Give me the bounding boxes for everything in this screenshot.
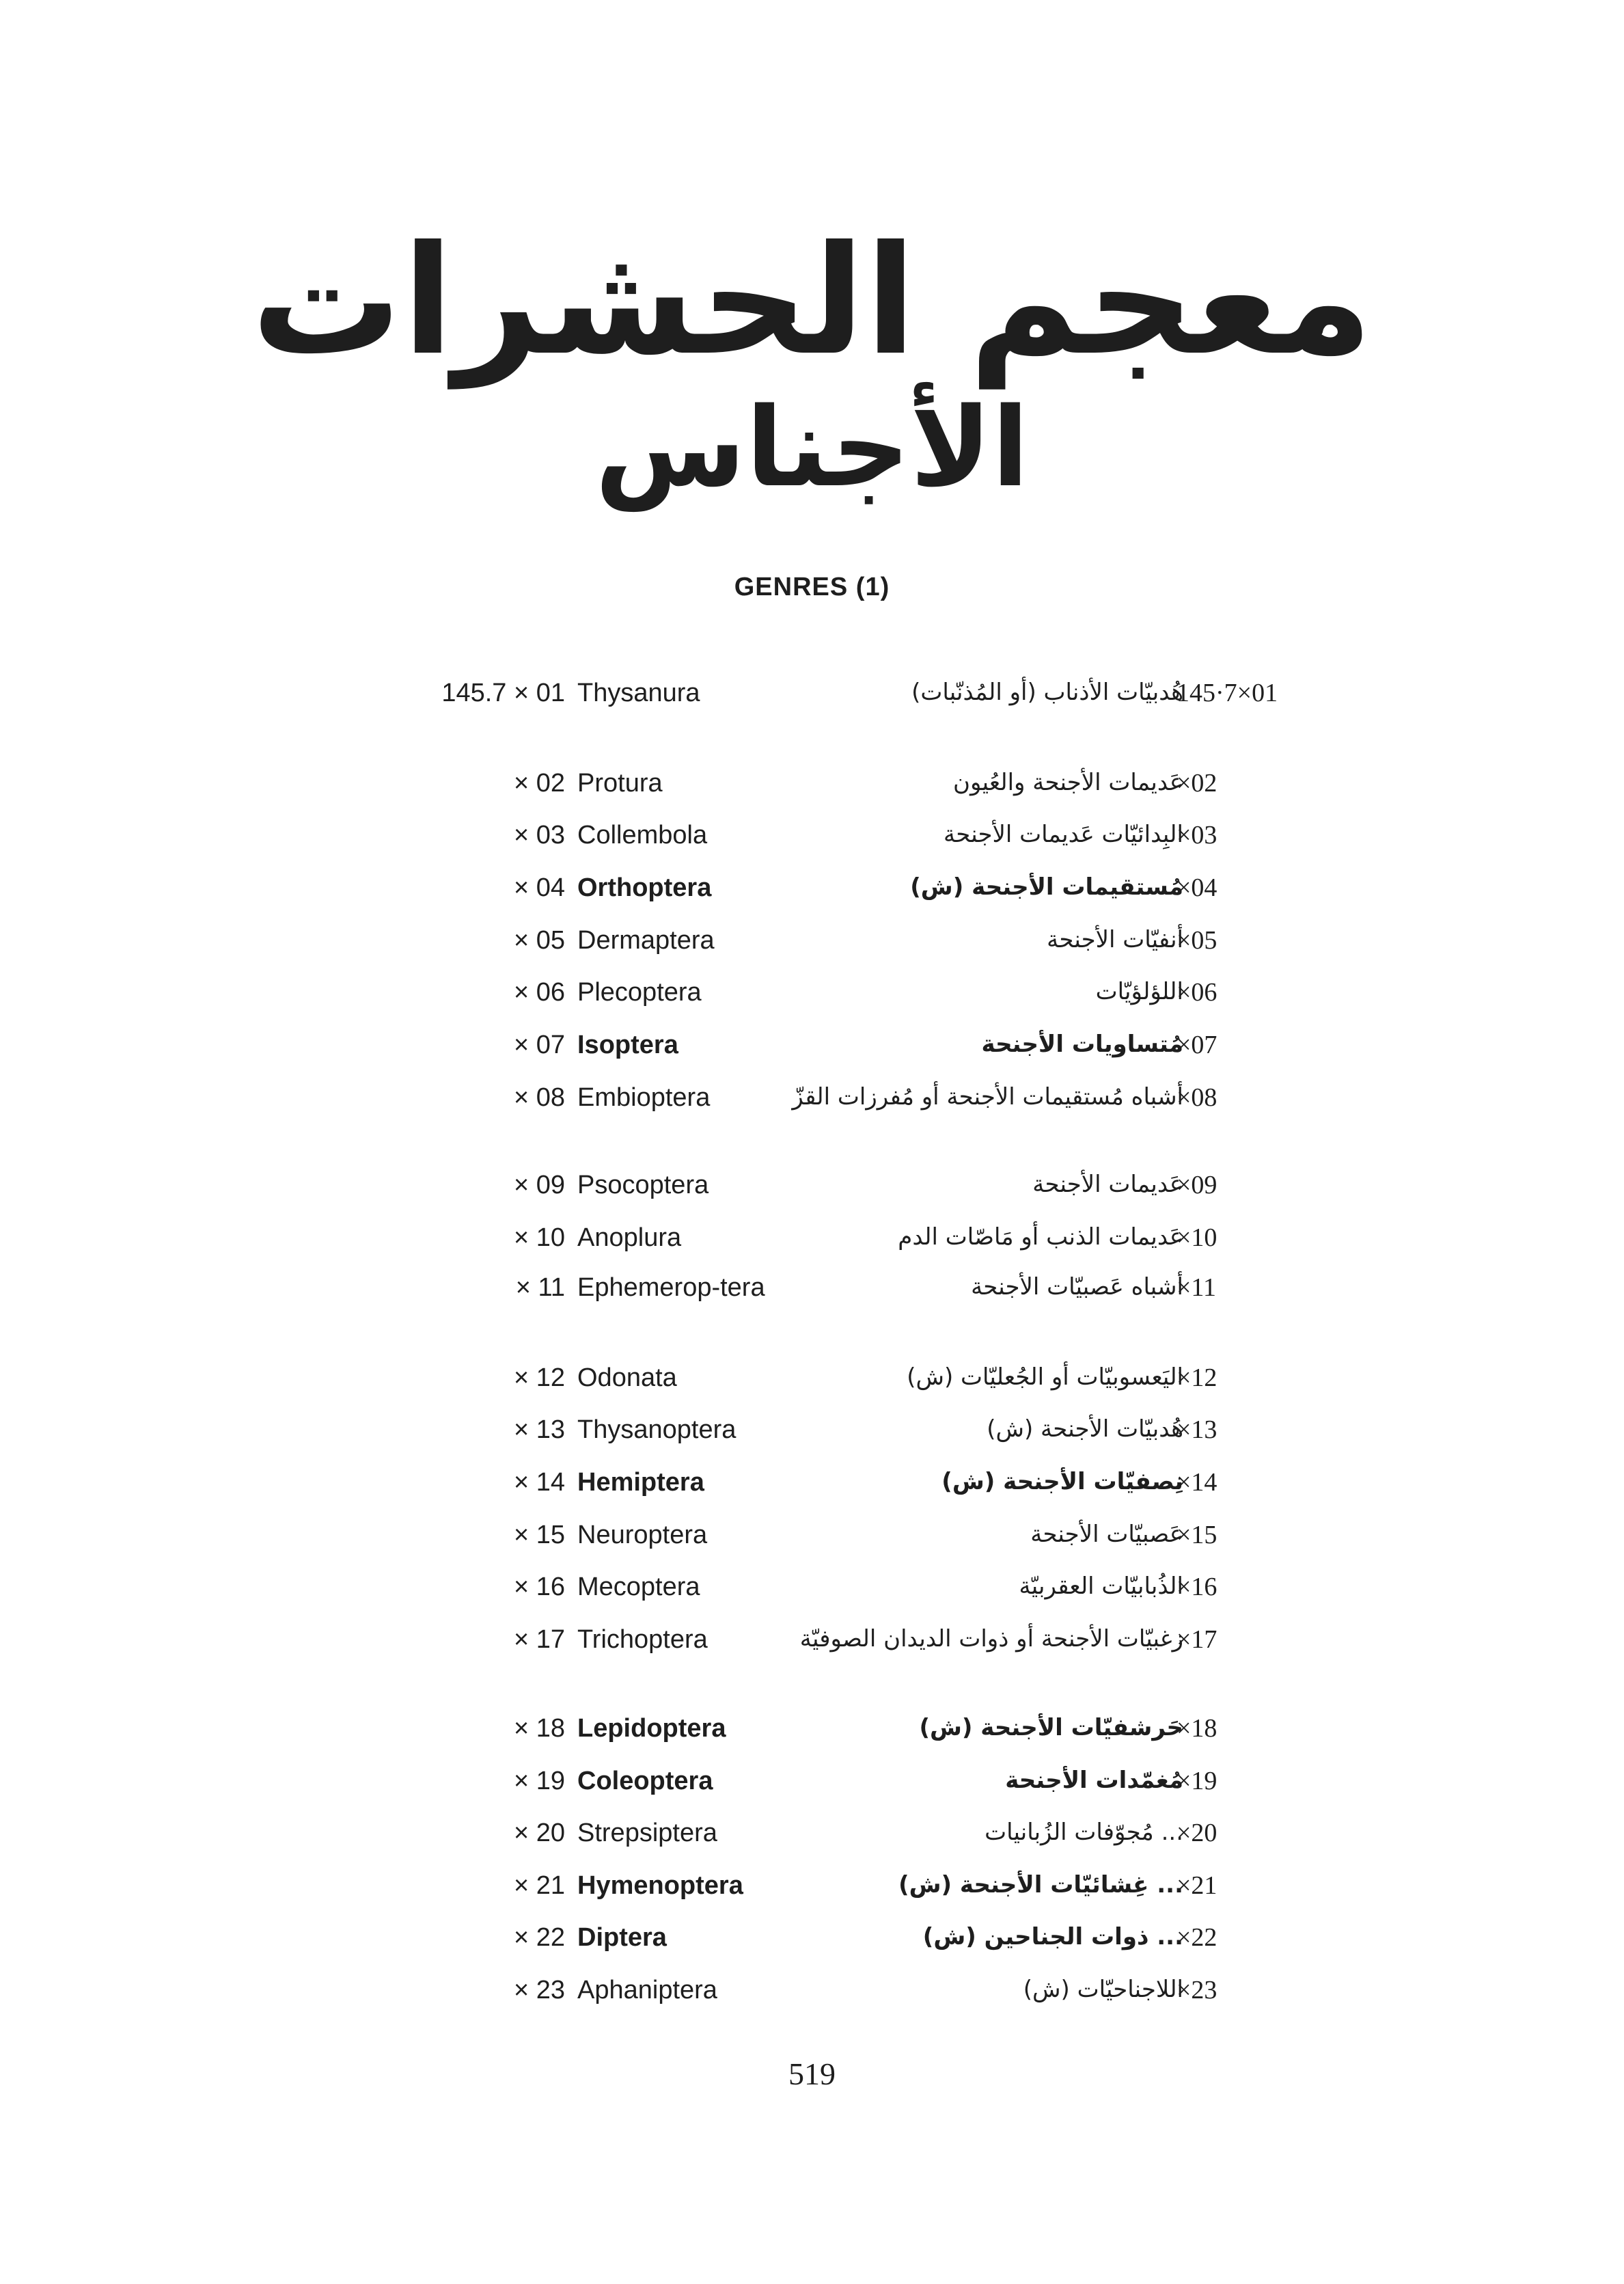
genre-row bbox=[0, 673, 1624, 721]
genre-latin-name: Lepidoptera bbox=[577, 1714, 726, 1743]
genre-code-arabic: ×19 bbox=[1176, 1767, 1217, 1795]
genre-arabic-name: اليَعسوبيّات أو الجُعليّات (ش) bbox=[907, 1363, 1183, 1391]
genre-latin-name: Plecoptera bbox=[577, 978, 702, 1007]
genre-arabic-name: حَرشفيّات الأجنحة (ش) bbox=[919, 1714, 1183, 1741]
genre-code: × 07 bbox=[513, 1031, 565, 1059]
genre-row bbox=[0, 1165, 1624, 1213]
genre-arabic-name: نِصفيّات الأجنحة (ش) bbox=[941, 1468, 1183, 1495]
genre-code-arabic: ×04 bbox=[1176, 873, 1217, 902]
genre-row bbox=[0, 921, 1624, 968]
genre-code: × 12 bbox=[513, 1363, 565, 1392]
genre-arabic-name: عَصبيّات الأجنحة bbox=[1030, 1521, 1183, 1548]
genre-arabic-name: أشباه مُستقيمات الأجنحة أو مُفرزات القزّ bbox=[792, 1083, 1183, 1111]
genre-code-arabic: ×13 bbox=[1176, 1415, 1217, 1444]
genre-arabic-name: أنفيّات الأجنحة bbox=[1047, 926, 1183, 953]
genre-arabic-name: عَديمات الأجنحة bbox=[1032, 1171, 1183, 1198]
genre-arabic-name: ... مُجوّفات الزُبانيات bbox=[985, 1819, 1183, 1846]
genre-arabic-name: عَديمات الذنب أو مَاصّات الدم bbox=[898, 1223, 1183, 1251]
genre-latin-name: Thysanura bbox=[577, 679, 700, 707]
genre-row bbox=[0, 1709, 1624, 1756]
genre-arabic-name: مُتساويات الأجنحة bbox=[981, 1031, 1183, 1058]
genre-code: × 10 bbox=[513, 1223, 565, 1252]
genre-arabic-name: زغبيّات الأجنحة أو ذوات الديدان الصوفيّة bbox=[799, 1625, 1183, 1653]
genre-row bbox=[0, 1970, 1624, 2018]
genre-code: × 13 bbox=[513, 1415, 565, 1444]
genre-code-arabic: ×16 bbox=[1176, 1573, 1217, 1601]
genre-arabic-name: البِدائيّات عَديمات الأجنحة bbox=[944, 821, 1183, 848]
genre-latin-name: Protura bbox=[577, 769, 663, 798]
genre-code-arabic: ×09 bbox=[1176, 1171, 1217, 1199]
genre-latin-name: Anoplura bbox=[577, 1223, 682, 1252]
genre-code-arabic: ×05 bbox=[1176, 926, 1217, 955]
genre-row bbox=[0, 1567, 1624, 1615]
page-subtitle: الأجناس bbox=[594, 383, 1030, 511]
genre-latin-name: Embioptera bbox=[577, 1083, 711, 1112]
genre-code-arabic: ×14 bbox=[1176, 1468, 1217, 1497]
genre-row bbox=[0, 868, 1624, 916]
genre-latin-name: Dermaptera bbox=[577, 926, 715, 955]
genre-code: × 20 bbox=[513, 1819, 565, 1847]
genre-code: × 14 bbox=[513, 1468, 565, 1497]
genre-code: × 11 bbox=[515, 1273, 565, 1302]
genre-code: × 04 bbox=[513, 873, 565, 902]
genre-code-arabic: ×02 bbox=[1176, 769, 1217, 798]
genre-code: × 21 bbox=[513, 1871, 565, 1900]
genre-latin-name: Diptera bbox=[577, 1923, 667, 1952]
genre-code-arabic: 145·7×01 bbox=[1176, 679, 1278, 707]
genre-code: × 18 bbox=[513, 1714, 565, 1743]
genre-row bbox=[0, 815, 1624, 863]
genre-code-arabic: ×03 bbox=[1176, 821, 1217, 849]
genre-row bbox=[0, 1866, 1624, 1914]
genre-latin-name: Coleoptera bbox=[577, 1767, 713, 1795]
genre-code-arabic: ×20 bbox=[1176, 1819, 1217, 1847]
genre-code: × 09 bbox=[513, 1171, 565, 1199]
genre-code-arabic: ×23 bbox=[1176, 1976, 1217, 2004]
genre-code: × 19 bbox=[513, 1767, 565, 1795]
genre-latin-name: Trichoptera bbox=[577, 1625, 708, 1654]
genre-latin-name: Strepsiptera bbox=[577, 1819, 717, 1847]
genre-code: × 06 bbox=[513, 978, 565, 1007]
genre-row bbox=[0, 1410, 1624, 1458]
genre-row bbox=[0, 1813, 1624, 1861]
genre-code: × 15 bbox=[513, 1521, 565, 1549]
genre-latin-name: Isoptera bbox=[577, 1031, 678, 1059]
page-number: 519 bbox=[788, 2056, 836, 2091]
genre-code: × 16 bbox=[513, 1573, 565, 1601]
genre-row bbox=[0, 1620, 1624, 1668]
genre-row bbox=[0, 1918, 1624, 1966]
genre-latin-name: Ephemerop-tera bbox=[577, 1273, 765, 1302]
page-title: معجم الحشرات bbox=[251, 213, 1373, 388]
genre-row bbox=[0, 1268, 1624, 1316]
genre-arabic-name: الذُبابيّات العقربيّة bbox=[1019, 1573, 1183, 1600]
genre-row bbox=[0, 1078, 1624, 1126]
section-heading: GENRES (1) bbox=[734, 573, 890, 601]
genre-row bbox=[0, 1025, 1624, 1073]
genre-latin-name: Psocoptera bbox=[577, 1171, 709, 1199]
genre-code: × 17 bbox=[513, 1625, 565, 1654]
genre-latin-name: Neuroptera bbox=[577, 1521, 708, 1549]
genre-latin-name: Hemiptera bbox=[577, 1468, 704, 1497]
genre-code-arabic: ×22 bbox=[1176, 1923, 1217, 1952]
genre-code-arabic: ×10 bbox=[1176, 1223, 1217, 1252]
genre-arabic-name: أشباه عَصبيّات الأجنحة bbox=[971, 1273, 1183, 1301]
genre-arabic-name: اللاجناحيّات (ش) bbox=[1023, 1976, 1183, 2003]
genre-latin-name: Collembola bbox=[577, 821, 708, 849]
genre-arabic-name: ... غِشائيّات الأجنحة (ش) bbox=[898, 1871, 1183, 1899]
genre-arabic-name: مُستقيمات الأجنحة (ش) bbox=[910, 873, 1183, 901]
genre-code: × 08 bbox=[513, 1083, 565, 1112]
genre-arabic-name: عَديمات الأجنحة والعُيون bbox=[953, 769, 1183, 796]
genre-row bbox=[0, 763, 1624, 811]
genre-code-arabic: ×06 bbox=[1176, 978, 1217, 1007]
genre-code-arabic: ×21 bbox=[1176, 1871, 1217, 1900]
genre-arabic-name: هُدبيّات الأجنحة (ش) bbox=[987, 1415, 1183, 1443]
genre-arabic-name: ... ذوات الجناحين (ش) bbox=[922, 1923, 1183, 1950]
genre-arabic-name: اللؤلؤيّات bbox=[1095, 978, 1183, 1005]
genre-code-arabic: ×17 bbox=[1176, 1625, 1217, 1654]
genre-row bbox=[0, 1218, 1624, 1266]
genre-latin-name: Aphaniptera bbox=[577, 1976, 717, 2004]
genre-row bbox=[0, 1515, 1624, 1563]
genre-arabic-name: مُغمّدات الأجنحة bbox=[1005, 1767, 1183, 1794]
genre-latin-name: Thysanoptera bbox=[577, 1415, 737, 1444]
genre-code-arabic: ×11 bbox=[1176, 1273, 1217, 1302]
genre-row bbox=[0, 1761, 1624, 1809]
genre-code: × 23 bbox=[513, 1976, 565, 2004]
genre-latin-name: Mecoptera bbox=[577, 1573, 700, 1601]
genre-code: × 03 bbox=[513, 821, 565, 849]
genre-code-arabic: ×07 bbox=[1176, 1031, 1217, 1059]
genre-code: 145.7 × 01 bbox=[441, 679, 565, 707]
genre-code: × 05 bbox=[513, 926, 565, 955]
genre-code-arabic: ×18 bbox=[1176, 1714, 1217, 1743]
genre-code-arabic: ×15 bbox=[1176, 1521, 1217, 1549]
genre-arabic-name: هُدبيّات الأذناب (أو المُذنّبات) bbox=[911, 679, 1183, 706]
genre-latin-name: Odonata bbox=[577, 1363, 677, 1392]
genre-latin-name: Hymenoptera bbox=[577, 1871, 743, 1900]
genre-code: × 02 bbox=[513, 769, 565, 798]
genre-code-arabic: ×12 bbox=[1176, 1363, 1217, 1392]
genre-code: × 22 bbox=[513, 1923, 565, 1952]
genre-latin-name: Orthoptera bbox=[577, 873, 712, 902]
genre-row bbox=[0, 1358, 1624, 1406]
genre-code-arabic: ×08 bbox=[1176, 1083, 1217, 1112]
genre-row bbox=[0, 1463, 1624, 1510]
genre-row bbox=[0, 973, 1624, 1020]
